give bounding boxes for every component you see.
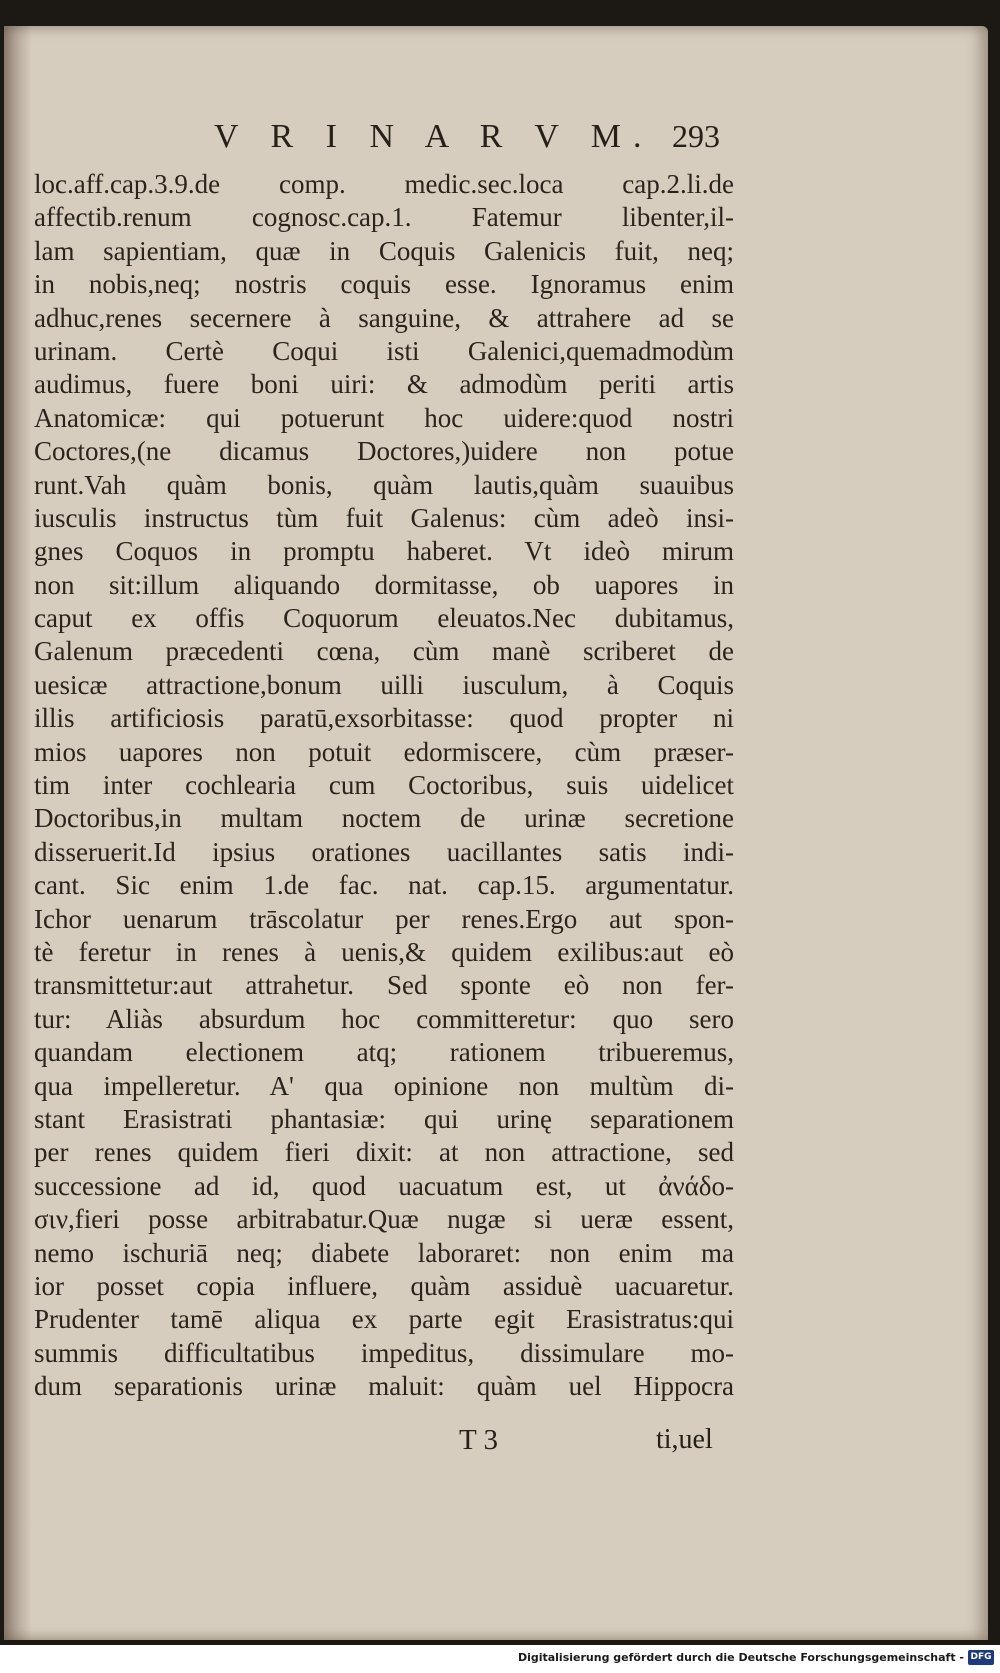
signature-mark: T 3 [459,1424,498,1456]
credit-bar [0,1645,1000,1673]
page-header [4,112,988,168]
dfg-logo-icon: DFG [968,1650,994,1665]
text-line: urinam. Certè Coqui isti Galenici,quemadmodùm [34,335,734,366]
text-line: disseruerit.Id ipsius orationes uacillantes satis indi- [34,836,734,867]
text-line: transmittetur:aut attrahetur. Sed sponte eò non fer- [34,970,734,1001]
book-page [4,26,988,1640]
running-head: V R I N A R V M. [214,118,654,155]
body-text [34,168,734,1403]
text-line: nemo ischuriā neq; diabete laboraret: non enim ma [34,1237,734,1268]
text-line: dum separationis urinæ maluit: quàm uel Hippocra [34,1371,734,1402]
text-line: Galenum præcedenti cœna, cùm manè scriberet de [34,636,734,667]
page-number: 293 [672,118,720,154]
text-line: adhuc,renes secernere à sanguine, & attrahere ad se [34,302,734,333]
text-line: caput ex offis Coquorum eleuatos.Nec dubitamus, [34,603,734,634]
text-line: tè feretur in renes à uenis,& quidem exilibus:aut eò [34,936,734,967]
catchword: ti,uel [656,1424,713,1455]
text-line: lam sapientiam, quæ in Coquis Galenicis fuit, neq; [34,235,734,266]
text-line: Doctoribus,in multam noctem de urinæ secretione [34,803,734,834]
text-line: Anatomicæ: qui potuerunt hoc uidere:quod nostri [34,402,734,433]
text-line: Prudenter tamē aliqua ex parte egit Erasistratus:qui [34,1304,734,1335]
text-line: tim inter cochlearia cum Coctoribus, suis uidelicet [34,770,734,801]
text-line: loc.aff.cap.3.9.de comp. medic.sec.loca cap.2.li.de [34,169,734,199]
text-line: audimus, fuere boni uiri: & admodùm periti artis [34,369,734,400]
text-line: gnes Coquos in promptu haberet. Vt ideò mirum [34,536,734,567]
text-line: per renes quidem fieri dixit: at non attractione, sed [34,1137,734,1168]
text-line: quandam electionem atq; rationem tribueremus, [34,1037,734,1068]
text-line: ior posset copia influere, quàm assiduè uacuaretur. [34,1270,734,1301]
text-line: Ichor uenarum trāscolatur per renes.Ergo aut spon- [34,903,734,934]
text-line: successione ad id, quod uacuatum est, ut ἀνάδο- [34,1170,734,1201]
funding-credit: Digitalisierung gefördert durch die Deutsche Forschungsgemeinschaft - [517,1651,964,1664]
page-footer [4,1424,988,1464]
text-line: σιν,fieri posse arbitrabatur.Quæ nugæ si ueræ essent, [34,1204,734,1235]
text-line: illis artificiosis paratū,exsorbitasse: quod propter ni [34,703,734,734]
text-line: cant. Sic enim 1.de fac. nat. cap.15. argumentatur. [34,870,734,901]
text-line: iusculis instructus tùm fuit Galenus: cùm adeò insi- [34,502,734,533]
text-line: mios uapores non potuit edormiscere, cùm præser- [34,736,734,767]
text-line: in nobis,neq; nostris coquis esse. Ignoramus enim [34,269,734,300]
text-line: uesicæ attractione,bonum uilli iusculum, à Coquis [34,669,734,700]
text-line: non sit:illum aliquando dormitasse, ob uapores in [34,569,734,600]
text-line: summis difficultatibus impeditus, dissimulare mo- [34,1337,734,1368]
text-line: tur: Aliàs absurdum hoc committeretur: quo sero [34,1003,734,1034]
text-line: runt.Vah quàm bonis, quàm lautis,quàm suauibus [34,469,734,500]
text-line: affectib.renum cognosc.cap.1. Fatemur libenter,il- [34,202,734,233]
text-line: qua impelleretur. A' qua opinione non multùm di- [34,1070,734,1101]
spine-shadow [4,26,32,1640]
text-line: stant Erasistrati phantasiæ: qui urinę separationem [34,1103,734,1134]
text-line: Coctores,(ne dicamus Doctores,)uidere non potue [34,436,734,467]
